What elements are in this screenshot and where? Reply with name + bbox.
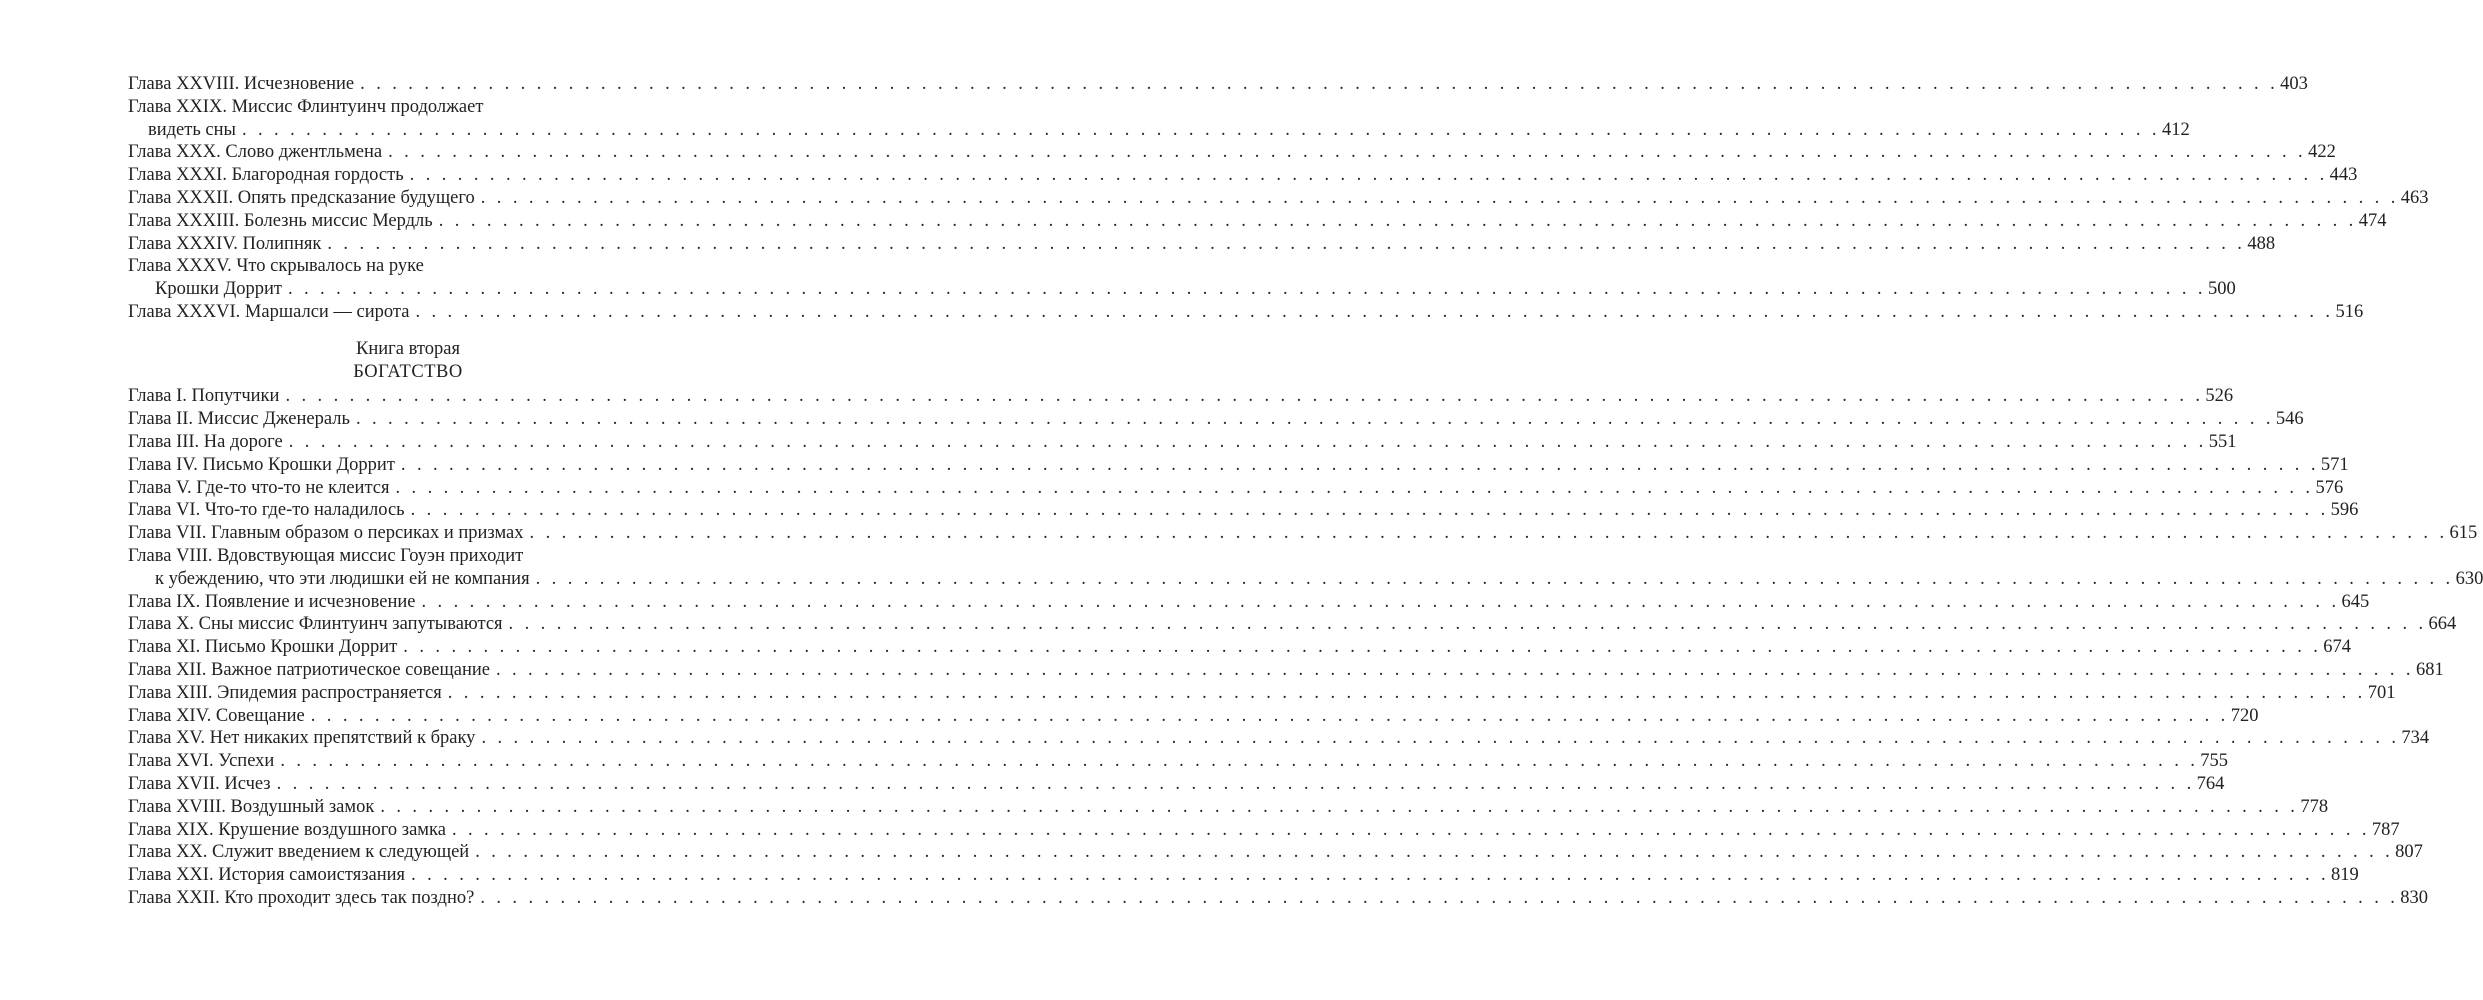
toc-section-part-two (128, 385, 2483, 909)
toc-entry-title: Глава XX. Служит введением к следующей (128, 842, 470, 863)
toc-entry-title: Глава XXXII. Опять предсказание будущего (128, 187, 475, 208)
toc-entry-page-number: 488 (2247, 233, 2276, 254)
dot-leader: . . . . . . . . . . . . . . . . . . . . . . . . . . . . . . . . . . . . . . . . . . . . . . . . . . . . . . . . . . . . . . . . . . . . . . . . . . . . . . . . . . . . . . . . . . . . . . . . . . . . . . . . . . . . . . . . . . . . . . . . (395, 477, 2314, 498)
toc-entry[interactable] (128, 477, 2344, 500)
toc-entry-title: Глава XI. Письмо Крошки Доррит (128, 637, 398, 658)
dot-leader: . . . . . . . . . . . . . . . . . . . . . . . . . . . . . . . . . . . . . . . . . . . . . . . . . . . . . . . . . . . . . . . . . . . . . . . . . . . . . . . . . . . . . . . . . . . . . . . . . . . . . . . . . . . . . . . . . . . . . . . . (287, 279, 2206, 300)
toc-section-part-one (128, 73, 2429, 324)
toc-entry-title: Глава XIX. Крушение воздушного замка (128, 819, 446, 840)
toc-entry-page-number: 412 (2161, 119, 2190, 140)
dot-leader: . . . . . . . . . . . . . . . . . . . . . . . . . . . . . . . . . . . . . . . . . . . . . . . . . . . . . . . . . . . . . . . . . . . . . . . . . . . . . . . . . . . . . . . . . . . . . . . . . . . . . . . . . . . . . . . . . . . . . . . . (438, 210, 2357, 231)
toc-entry-title: Глава XXXVI. Маршалси — сирота (128, 301, 410, 322)
toc-entry-title-line: Глава XXIX. Миссис Флинтуинч продолжает (128, 96, 484, 117)
dot-leader: . . . . . . . . . . . . . . . . . . . . . . . . . . . . . . . . . . . . . . . . . . . . . . . . . . . . . . . . . . . . . . . . . . . . . . . . . . . . . . . . . . . . . . . . . . . . . . . . . . . . . . . . . . . . . . . . . . . . . . . . (495, 659, 2414, 680)
toc-entry-title: Глава IX. Появление и исчезновение (128, 591, 416, 612)
toc-entry-row (128, 164, 2358, 187)
toc-entry-title: Глава XXII. Кто проходит здесь так поздно? (128, 887, 475, 908)
dot-leader: . . . . . . . . . . . . . . . . . . . . . . . . . . . . . . . . . . . . . . . . . . . . . . . . . . . . . . . . . . . . . . . . . . . . . . . . . . . . . . . . . . . . . . . . . . . . . . . . . . . . . . . . . . . . . . . . . . . . . . . . (388, 142, 2307, 163)
toc-entry-row (128, 408, 2304, 431)
toc-entry-row (128, 887, 2429, 910)
toc-entry[interactable] (128, 522, 2478, 545)
toc-entry-page-number: 474 (2358, 210, 2387, 231)
toc-entry-page-number: 615 (2449, 523, 2478, 544)
dot-leader: . . . . . . . . . . . . . . . . . . . . . . . . . . . . . . . . . . . . . . . . . . . . . . . . . . . . . . . . . . . . . . . . . . . . . . . . . . . . . . . . . . . . . . . . . . . . . . . . . . . . . . . . . . . . . . . . . . . . . . . . (380, 796, 2299, 817)
toc-entry-title: Глава XVIII. Воздушный замок (128, 796, 375, 817)
toc-entry-page-number: 403 (2280, 74, 2308, 94)
toc-entry-page-number: 787 (2371, 819, 2400, 840)
dot-leader: . . . . . . . . . . . . . . . . . . . . . . . . . . . . . . . . . . . . . . . . . . . . . . . . . . . . . . . . . . . . . . . . . . . . . . . . . . . . . . . . . . . . . . . . . . . . . . . . . . . . . . . . . . . . . . . . . . . . . . . . (288, 431, 2207, 452)
toc-entry-page-number: 630 (2455, 568, 2483, 589)
toc-entry[interactable] (128, 796, 2329, 819)
book-title: Книга вторая (356, 338, 460, 359)
toc-entry-title: Глава XV. Нет никаких препятствий к браку (128, 728, 476, 749)
toc-entry-row (128, 210, 2387, 233)
toc-entry-title: Глава VII. Главным образом о персиках и призмах (128, 523, 524, 544)
toc-entry-title-line: Глава XXXV. Что скрывалось на руке (128, 256, 424, 277)
toc-entry-row (128, 568, 2483, 591)
toc-entry[interactable] (128, 841, 2423, 864)
toc-entry-title: Глава X. Сны миссис Флинтуинч запутываются (128, 614, 503, 635)
toc-entry[interactable] (128, 141, 2336, 164)
toc-entry-title: Глава XVI. Успехи (128, 751, 275, 772)
table-of-contents (128, 73, 2483, 910)
toc-entry[interactable] (128, 164, 2358, 187)
toc-entry[interactable] (128, 887, 2429, 910)
dot-leader: . . . . . . . . . . . . . . . . . . . . . . . . . . . . . . . . . . . . . . . . . . . . . . . . . . . . . . . . . . . . . . . . . . . . . . . . . . . . . . . . . . . . . . . . . . . . . . . . . . . . . . . . . . . . . . . . . . . . . . . . (410, 500, 2329, 521)
toc-entry-row (128, 233, 2276, 256)
toc-entry-page-number: 576 (2315, 477, 2344, 498)
dot-leader: . . . . . . . . . . . . . . . . . . . . . . . . . . . . . . . . . . . . . . . . . . . . . . . . . . . . . . . . . . . . . . . . . . . . . . . . . . . . . . . . . . . . . . . . . . . . . . . . . . . . . . . . . . . . . . . . . . . . . . . . (241, 119, 2160, 140)
dot-leader: . . . . . . . . . . . . . . . . . . . . . . . . . . . . . . . . . . . . . . . . . . . . . . . . . . . . . . . . . . . . . . . . . . . . . . . . . . . . . . . . . . . . . . . . . . . . . . . . . . . . . . . . . . . . . . . . . . . . . . . . (403, 637, 2322, 658)
toc-entry-title: Глава XIII. Эпидемия распространяется (128, 682, 442, 703)
toc-entry-page-number: 830 (2400, 887, 2429, 908)
toc-entry-page-number: 807 (2395, 842, 2423, 863)
toc-entry-row (128, 727, 2430, 750)
toc-entry-page-number: 551 (2208, 431, 2237, 452)
toc-entry-title: видеть сны (148, 119, 236, 140)
toc-entry-title: Глава III. На дороге (128, 431, 283, 452)
toc-entry-page-number: 546 (2275, 409, 2304, 430)
toc-entry-title: Глава V. Где-то что-то не клеится (128, 477, 390, 498)
dot-leader: . . . . . . . . . . . . . . . . . . . . . . . . . . . . . . . . . . . . . . . . . . . . . . . . . . . . . . . . . . . . . . . . . . . . . . . . . . . . . . . . . . . . . . . . . . . . . . . . . . . . . . . . . . . . . . . . . . . . . . . . (481, 728, 2400, 749)
toc-entry-page-number: 463 (2400, 187, 2429, 208)
dot-leader: . . . . . . . . . . . . . . . . . . . . . . . . . . . . . . . . . . . . . . . . . . . . . . . . . . . . . . . . . . . . . . . . . . . . . . . . . . . . . . . . . . . . . . . . . . . . . . . . . . . . . . . . . . . . . . . . . . . . . . . . (480, 187, 2399, 208)
toc-entry[interactable] (128, 385, 2234, 408)
toc-entry-row (128, 499, 2359, 522)
dot-leader: . . . . . . . . . . . . . . . . . . . . . . . . . . . . . . . . . . . . . . . . . . . . . . . . . . . . . . . . . . . . . . . . . . . . . . . . . . . . . . . . . . . . . . . . . . . . . . . . . . . . . . . . . . . . . . . . . . . . . . . . (276, 773, 2195, 794)
dot-leader: . . . . . . . . . . . . . . . . . . . . . . . . . . . . . . . . . . . . . . . . . . . . . . . . . . . . . . . . . . . . . . . . . . . . . . . . . . . . . . . . . . . . . . . . . . . . . . . . . . . . . . . . . . . . . . . . . . . . . . . . (310, 705, 2229, 726)
toc-entry-title: Глава XXX. Слово джентльмена (128, 142, 383, 163)
toc-entry[interactable] (128, 73, 2308, 96)
toc-entry-title: Глава XIV. Совещание (128, 705, 305, 726)
toc-entry-title-line: Глава VIII. Вдовствующая миссис Гоуэн приходит (128, 545, 524, 566)
toc-entry[interactable] (128, 301, 2364, 324)
book-heading (128, 338, 688, 384)
dot-leader: . . . . . . . . . . . . . . . . . . . . . . . . . . . . . . . . . . . . . . . . . . . . . . . . . . . . . . . . . . . . . . . . . . . . . . . . . . . . . . . . . . . . . . . . . . . . . . . . . . . . . . . . . . . . . . . . . . . . . . . . (535, 568, 2454, 589)
toc-entry[interactable] (128, 864, 2359, 887)
toc-entry[interactable] (128, 705, 2259, 728)
toc-entry-page-number: 819 (2331, 865, 2359, 886)
toc-entry[interactable] (128, 773, 2225, 796)
toc-entry-row (128, 864, 2359, 887)
toc-entry-page-number: 720 (2230, 705, 2259, 726)
dot-leader: . . . . . . . . . . . . . . . . . . . . . . . . . . . . . . . . . . . . . . . . . . . . . . . . . . . . . . . . . . . . . . . . . . . . . . . . . . . . . . . . . . . . . . . . . . . . . . . . . . . . . . . . . . . . . . . . . . . . . . . . (415, 301, 2334, 322)
toc-entry-title: Глава XVII. Исчез (128, 773, 271, 794)
toc-entry[interactable] (128, 727, 2430, 750)
toc-entry-row (128, 73, 2308, 96)
toc-entry-page-number: 701 (2367, 682, 2396, 703)
toc-entry[interactable] (128, 454, 2349, 477)
toc-entry-page-number: 755 (2200, 751, 2229, 772)
toc-entry-page-number: 674 (2323, 637, 2352, 658)
toc-entry-row (128, 454, 2349, 477)
toc-entry[interactable] (128, 613, 2457, 636)
toc-entry-row (128, 819, 2400, 842)
toc-entry-row (128, 522, 2478, 545)
book-subtitle: БОГАТСТВО (353, 361, 463, 382)
toc-entry[interactable] (128, 255, 2236, 301)
dot-leader: . . . . . . . . . . . . . . . . . . . . . . . . . . . . . . . . . . . . . . . . . . . . . . . . . . . . . . . . . . . . . . . . . . . . . . . . . . . . . . . . . . . . . . . . . . . . . . . . . . . . . . . . . . . . . . . . . . . . . . . . (411, 865, 2330, 886)
toc-entry-row (128, 636, 2352, 659)
toc-entry[interactable] (128, 819, 2400, 842)
toc-entry-title: Глава XXXI. Благородная гордость (128, 165, 404, 186)
toc-entry[interactable] (128, 636, 2352, 659)
dot-leader: . . . . . . . . . . . . . . . . . . . . . . . . . . . . . . . . . . . . . . . . . . . . . . . . . . . . . . . . . . . . . . . . . . . . . . . . . . . . . . . . . . . . . . . . . . . . . . . . . . . . . . . . . . . . . . . . . . . . . . . . (400, 454, 2319, 475)
toc-entry[interactable] (128, 408, 2304, 431)
toc-entry-row (128, 301, 2364, 324)
toc-entry-title: Глава II. Миссис Дженераль (128, 409, 350, 430)
toc-entry-row (128, 431, 2237, 454)
toc-entry-row (128, 659, 2444, 682)
toc-entry-row (128, 278, 2236, 301)
toc-entry[interactable] (128, 233, 2276, 256)
toc-entry-row (128, 773, 2225, 796)
toc-entry-page-number: 764 (2196, 773, 2225, 794)
dot-leader: . . . . . . . . . . . . . . . . . . . . . . . . . . . . . . . . . . . . . . . . . . . . . . . . . . . . . . . . . . . . . . . . . . . . . . . . . . . . . . . . . . . . . . . . . . . . . . . . . . . . . . . . . . . . . . . . . . . . . . . . (327, 233, 2246, 254)
toc-entry-title: Глава XXI. История самоистязания (128, 865, 406, 886)
toc-entry[interactable] (128, 499, 2359, 522)
dot-leader: . . . . . . . . . . . . . . . . . . . . . . . . . . . . . . . . . . . . . . . . . . . . . . . . . . . . . . . . . . . . . . . . . . . . . . . . . . . . . . . . . . . . . . . . . . . . . . . . . . . . . . . . . . . . . . . . . . . . . . . . (480, 887, 2399, 908)
toc-entry-row (128, 141, 2336, 164)
dot-leader: . . . . . . . . . . . . . . . . . . . . . . . . . . . . . . . . . . . . . . . . . . . . . . . . . . . . . . . . . . . . . . . . . . . . . . . . . . . . . . . . . . . . . . . . . . . . . . . . . . . . . . . . . . . . . . . . . . . . . . . . (475, 842, 2394, 863)
toc-entry-row (128, 841, 2423, 864)
toc-entry-page-number: 681 (2415, 659, 2444, 680)
toc-entry-page-number: 516 (2335, 301, 2364, 322)
dot-leader: . . . . . . . . . . . . . . . . . . . . . . . . . . . . . . . . . . . . . . . . . . . . . . . . . . . . . . . . . . . . . . . . . . . . . . . . . . . . . . . . . . . . . . . . . . . . . . . . . . . . . . . . . . . . . . . . . . . . . . . . (280, 751, 2199, 772)
toc-entry-row (128, 796, 2329, 819)
dot-leader: . . . . . . . . . . . . . . . . . . . . . . . . . . . . . . . . . . . . . . . . . . . . . . . . . . . . . . . . . . . . . . . . . . . . . . . . . . . . . . . . . . . . . . . . . . . . . . . . . . . . . . . . . . . . . . . . . . . . . . . . (529, 523, 2448, 544)
toc-entry-title: к убеждению, что эти людишки ей не компания (155, 568, 530, 589)
toc-entry-title: Глава I. Попутчики (128, 386, 280, 407)
toc-entry-row (128, 750, 2229, 773)
dot-leader: . . . . . . . . . . . . . . . . . . . . . . . . . . . . . . . . . . . . . . . . . . . . . . . . . . . . . . . . . . . . . . . . . . . . . . . . . . . . . . . . . . . . . . . . . . . . . . . . . . . . . . . . . . . . . . . . . . . . . . . . (360, 74, 2279, 94)
toc-entry-page-number: 664 (2428, 614, 2457, 635)
toc-entry-title: Глава XXXIII. Болезнь миссис Мердль (128, 210, 433, 231)
toc-entry-page-number: 645 (2341, 591, 2370, 612)
toc-entry-title: Крошки Доррит (155, 279, 282, 300)
toc-entry[interactable] (128, 682, 2396, 705)
toc-entry-row (128, 705, 2259, 728)
toc-entry[interactable] (128, 431, 2237, 454)
dot-leader: . . . . . . . . . . . . . . . . . . . . . . . . . . . . . . . . . . . . . . . . . . . . . . . . . . . . . . . . . . . . . . . . . . . . . . . . . . . . . . . . . . . . . . . . . . . . . . . . . . . . . . . . . . . . . . . . . . . . . . . . (355, 409, 2274, 430)
toc-entry-page-number: 443 (2329, 165, 2358, 186)
dot-leader: . . . . . . . . . . . . . . . . . . . . . . . . . . . . . . . . . . . . . . . . . . . . . . . . . . . . . . . . . . . . . . . . . . . . . . . . . . . . . . . . . . . . . . . . . . . . . . . . . . . . . . . . . . . . . . . . . . . . . . . . (451, 819, 2370, 840)
toc-entry-row (128, 477, 2344, 500)
toc-entry[interactable] (128, 750, 2229, 773)
toc-entry-title: Глава VI. Что-то где-то наладилось (128, 500, 405, 521)
dot-leader: . . . . . . . . . . . . . . . . . . . . . . . . . . . . . . . . . . . . . . . . . . . . . . . . . . . . . . . . . . . . . . . . . . . . . . . . . . . . . . . . . . . . . . . . . . . . . . . . . . . . . . . . . . . . . . . . . . . . . . . . (409, 165, 2328, 186)
toc-entry[interactable] (128, 545, 2483, 591)
toc-entry-title: Глава XXVIII. Исчезновение (128, 74, 355, 94)
toc-entry-page-number: 500 (2207, 279, 2236, 300)
toc-entry-page-number: 596 (2330, 500, 2359, 521)
toc-entry[interactable] (128, 210, 2387, 233)
toc-entry-page-number: 526 (2205, 386, 2234, 407)
toc-entry-row (128, 385, 2234, 408)
toc-entry[interactable] (128, 187, 2429, 210)
dot-leader: . . . . . . . . . . . . . . . . . . . . . . . . . . . . . . . . . . . . . . . . . . . . . . . . . . . . . . . . . . . . . . . . . . . . . . . . . . . . . . . . . . . . . . . . . . . . . . . . . . . . . . . . . . . . . . . . . . . . . . . . (508, 614, 2427, 635)
toc-entry-row (128, 591, 2370, 614)
toc-entry-row (128, 119, 2190, 142)
toc-entry-title: Глава IV. Письмо Крошки Доррит (128, 454, 395, 475)
toc-entry-row (128, 682, 2396, 705)
toc-entry[interactable] (128, 659, 2444, 682)
toc-entry[interactable] (128, 96, 2190, 142)
dot-leader: . . . . . . . . . . . . . . . . . . . . . . . . . . . . . . . . . . . . . . . . . . . . . . . . . . . . . . . . . . . . . . . . . . . . . . . . . . . . . . . . . . . . . . . . . . . . . . . . . . . . . . . . . . . . . . . . . . . . . . . . (285, 386, 2204, 407)
toc-entry-row (128, 187, 2429, 210)
dot-leader: . . . . . . . . . . . . . . . . . . . . . . . . . . . . . . . . . . . . . . . . . . . . . . . . . . . . . . . . . . . . . . . . . . . . . . . . . . . . . . . . . . . . . . . . . . . . . . . . . . . . . . . . . . . . . . . . . . . . . . . . (447, 682, 2366, 703)
toc-entry-title: Глава XII. Важное патриотическое совещание (128, 659, 490, 680)
toc-entry-page-number: 734 (2401, 728, 2430, 749)
toc-entry-page-number: 778 (2300, 796, 2329, 817)
toc-entry-page-number: 422 (2308, 142, 2336, 163)
toc-entry[interactable] (128, 591, 2370, 614)
dot-leader: . . . . . . . . . . . . . . . . . . . . . . . . . . . . . . . . . . . . . . . . . . . . . . . . . . . . . . . . . . . . . . . . . . . . . . . . . . . . . . . . . . . . . . . . . . . . . . . . . . . . . . . . . . . . . . . . . . . . . . . . (421, 591, 2340, 612)
toc-entry-page-number: 571 (2320, 454, 2349, 475)
toc-entry-title: Глава XXXIV. Полипняк (128, 233, 322, 254)
toc-entry-row (128, 613, 2457, 636)
